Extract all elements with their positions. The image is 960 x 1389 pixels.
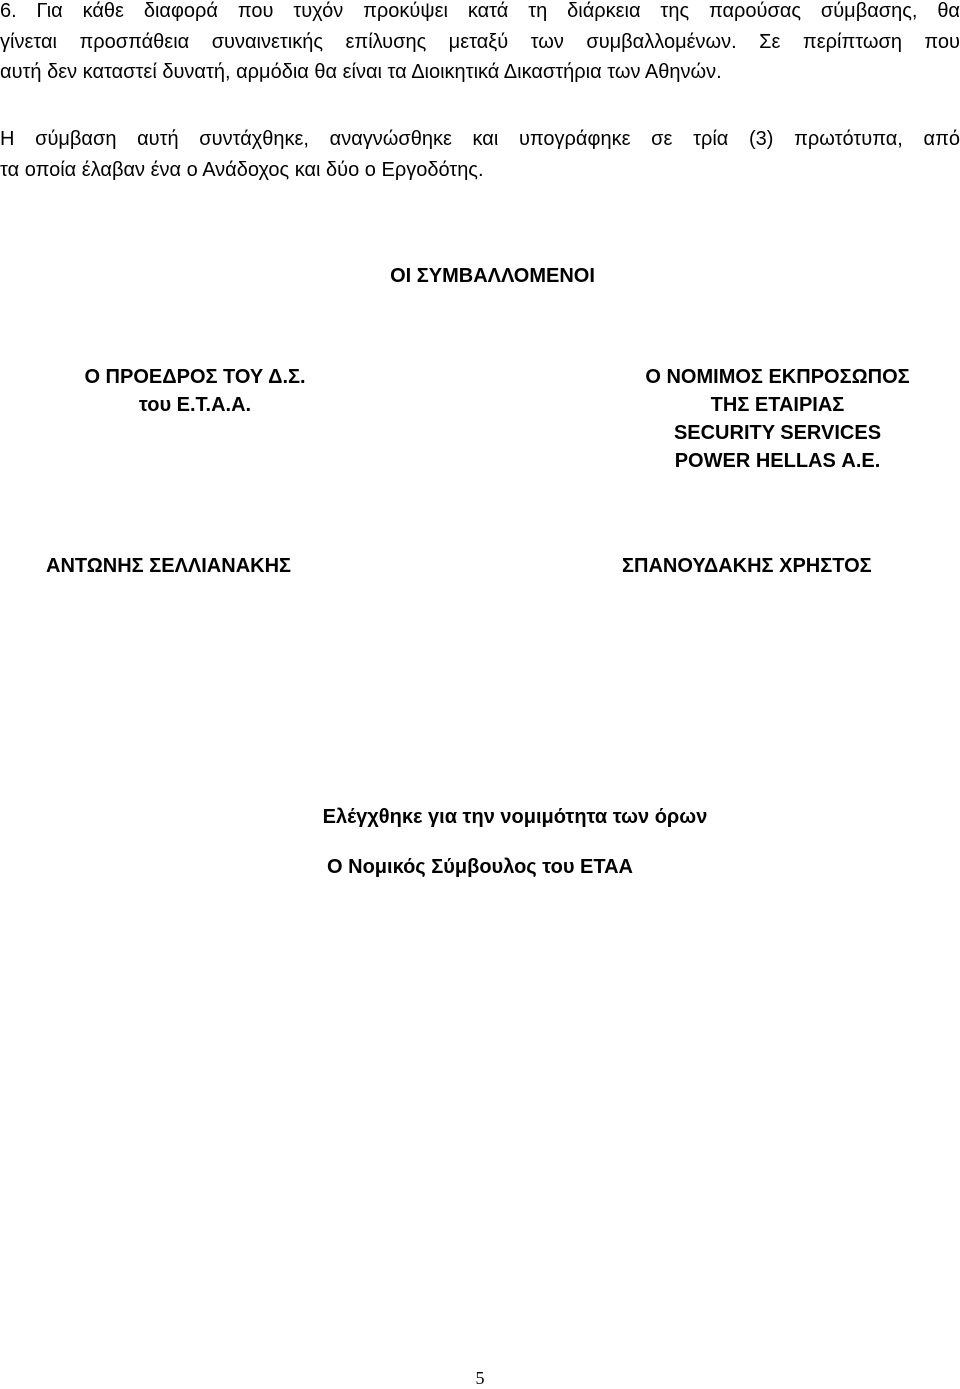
right-party-name: ΣΠΑΝΟΥΔΑΚΗΣ ΧΡΗΣΤΟΣ xyxy=(622,555,872,577)
clause-6-paragraph xyxy=(0,0,960,88)
right-party-title-line: SECURITY SERVICES xyxy=(673,422,882,444)
right-party-title-line: POWER HELLAS Α.Ε. xyxy=(674,450,881,472)
left-party-title-line: Ο ΠΡΟΕΔΡΟΣ ΤΟΥ Δ.Σ. xyxy=(84,366,306,388)
right-party-title xyxy=(600,363,955,475)
page-number: 5 xyxy=(475,1368,485,1388)
left-party-title-line: του Ε.Τ.Α.Α. xyxy=(138,394,252,416)
legal-advisor: Ο Νομικός Σύμβουλος του ΕΤΑΑ xyxy=(327,856,633,878)
parties-heading: ΟΙ ΣΥΜΒΑΛΛΟΜΕΝΟΙ xyxy=(390,265,595,287)
clause-6-line: 6. Για κάθε διαφορά που τυχόν προκύψει κατά τη διάρκεια της παρούσας σύμβασης, θα xyxy=(0,0,960,22)
clause-6-line: γίνεται προσπάθεια συναινετικής επίλυσης μεταξύ των συμβαλλομένων. Σε περίπτωση που xyxy=(0,30,960,53)
copies-paragraph xyxy=(0,124,960,185)
right-party-title-line: Ο ΝΟΜΙΜΟΣ ΕΚΠΡΟΣΩΠΟΣ xyxy=(645,366,910,388)
right-party-title-line: ΤΗΣ ΕΤΑΙΡΙΑΣ xyxy=(710,394,845,416)
copies-line: τα οποία έλαβαν ένα ο Ανάδοχος και δύο ο Εργοδότης. xyxy=(0,158,484,181)
left-party-title xyxy=(40,363,350,419)
left-party-name: ΑΝΤΩΝΗΣ ΣΕΛΛΙΑΝΑΚΗΣ xyxy=(46,555,292,577)
legal-review-checked: Ελέγχθηκε για την νομιμότητα των όρων xyxy=(322,806,708,828)
clause-6-line: αυτή δεν καταστεί δυνατή, αρμόδια θα είναι τα Διοικητικά Δικαστήρια των Αθηνών. xyxy=(0,61,722,83)
copies-line: Η σύμβαση αυτή συντάχθηκε, αναγνώσθηκε και υπογράφηκε σε τρία (3) πρωτότυπα, από xyxy=(0,128,960,150)
